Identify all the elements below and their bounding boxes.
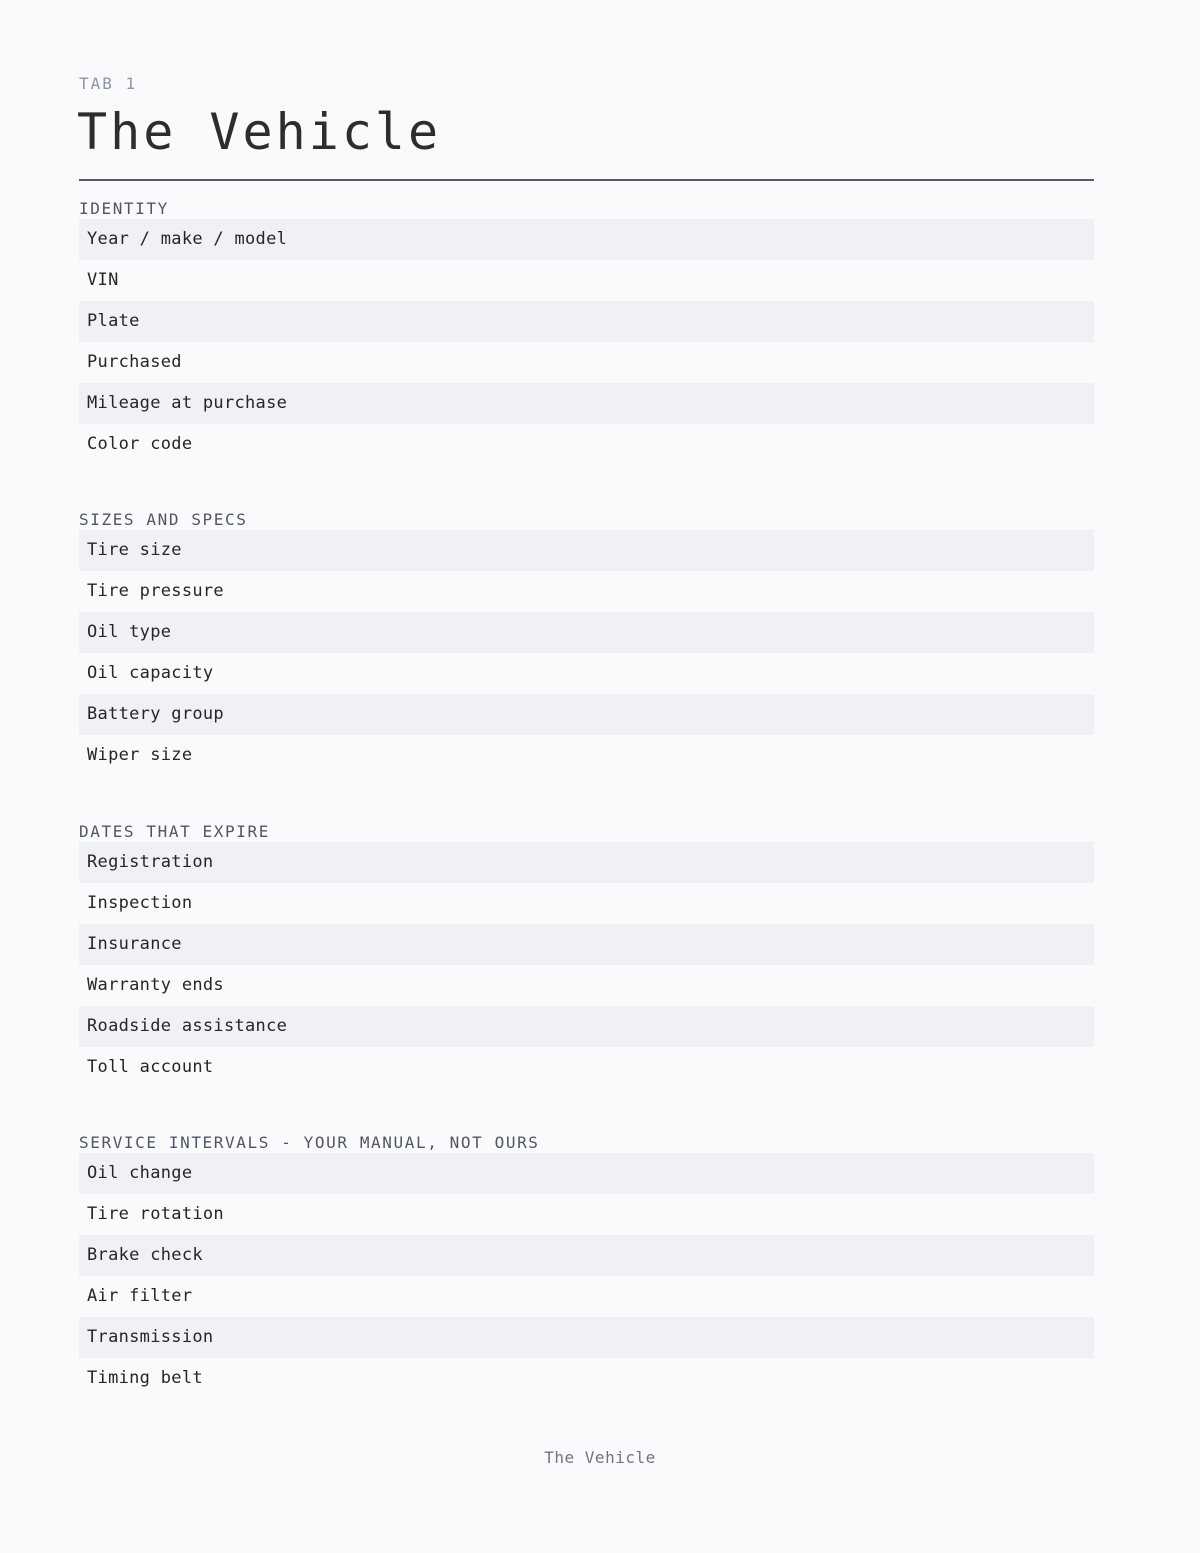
field-row[interactable]: Oil type <box>79 612 1094 653</box>
field-row[interactable]: Tire pressure <box>87 581 224 601</box>
field-row[interactable]: Registration <box>79 842 1094 883</box>
tab-label: TAB 1 <box>79 74 138 93</box>
field-row[interactable]: Roadside assistance <box>79 1006 1094 1047</box>
field-row[interactable]: Toll account <box>87 1057 214 1077</box>
field-row[interactable]: Air filter <box>87 1286 193 1306</box>
field-row[interactable]: Oil capacity <box>87 663 214 683</box>
section-heading: IDENTITY <box>79 199 169 218</box>
field-row[interactable]: Oil change <box>79 1153 1094 1194</box>
field-row[interactable]: Inspection <box>87 893 193 913</box>
field-row[interactable]: Brake check <box>79 1235 1094 1276</box>
field-row[interactable]: Warranty ends <box>87 975 224 995</box>
field-row[interactable]: Insurance <box>79 924 1094 965</box>
field-row[interactable]: Plate <box>79 301 1094 342</box>
section-service-intervals <box>79 1133 1094 1399</box>
field-row[interactable]: Timing belt <box>87 1368 203 1388</box>
field-row[interactable]: Tire rotation <box>87 1204 224 1224</box>
section-heading: SIZES AND SPECS <box>79 510 248 529</box>
field-row[interactable]: Color code <box>87 434 193 454</box>
field-list <box>79 842 1094 1088</box>
field-row[interactable]: Battery group <box>79 694 1094 735</box>
field-row[interactable]: Purchased <box>87 352 182 372</box>
title-divider <box>79 179 1094 181</box>
section-heading: SERVICE INTERVALS - YOUR MANUAL, NOT OURS <box>79 1133 540 1152</box>
field-row[interactable]: Transmission <box>79 1317 1094 1358</box>
field-row[interactable]: Tire size <box>79 530 1094 571</box>
field-list <box>79 219 1094 465</box>
field-row[interactable]: Mileage at purchase <box>79 383 1094 424</box>
field-row[interactable]: VIN <box>87 270 119 290</box>
field-row[interactable]: Wiper size <box>87 745 193 765</box>
section-sizes-and-specs <box>79 510 1094 776</box>
section-identity <box>79 199 1094 465</box>
page-title: The Vehicle <box>77 103 442 161</box>
field-list <box>79 1153 1094 1399</box>
field-list <box>79 530 1094 776</box>
section-heading: DATES THAT EXPIRE <box>79 822 270 841</box>
section-dates-that-expire <box>79 822 1094 1088</box>
field-row[interactable]: Year / make / model <box>79 219 1094 260</box>
page-footer: The Vehicle <box>544 1448 656 1467</box>
